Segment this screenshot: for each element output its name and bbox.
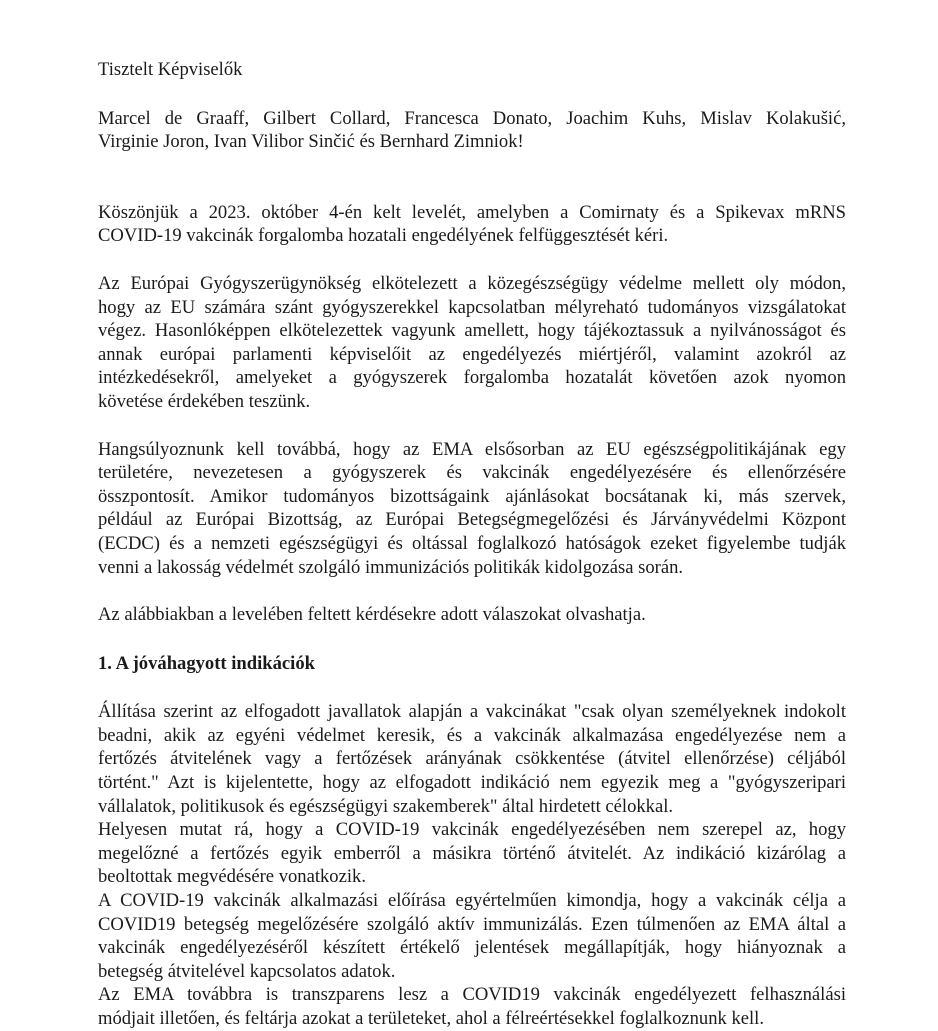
paragraph-ema-focus (98, 438, 846, 580)
section-heading: 1. A jóváhagyott indikációk (98, 652, 315, 674)
paragraph-line: Az EMA továbbra is transzparens lesz a COVID19 vakcinák engedélyezett felhasználási (98, 984, 846, 1006)
paragraph-line: (ECDC) és a nemzeti egészségügyi és oltással foglalkozó hatóságok ezeket figyelembe tudják (98, 532, 846, 554)
letter-page (98, 58, 846, 1031)
paragraph-line: megelőzné a fertőzés egyik emberről a másikra történő átvitelét. Az indikáció kizárólag a (98, 842, 846, 864)
paragraph-line: követése érdekében teszünk. (98, 390, 311, 412)
paragraph-line: fertőzés átvitelének vagy a fertőzések arányának csökkentése (átvitel ellenőrzése) céljából (98, 748, 846, 770)
paragraph-line: Köszönjük a 2023. október 4-én kelt levelét, amelyben a Comirnaty és a Spikevax mRNS (98, 201, 846, 223)
paragraph-line: vállalatok, politikusok és egészségügyi szakemberek" által hirdetett célokkal. (98, 795, 674, 817)
paragraph-line: COVID-19 vakcinák forgalomba hozatali engedélyének felfüggesztését kéri. (98, 225, 669, 247)
paragraph-line: Az alábbiakban a levelében feltett kérdésekre adott válaszokat olvashatja. (98, 604, 646, 626)
paragraph-line: A COVID-19 vakcinák alkalmazási előírása egyértelműen kimondja, hogy a vakcinák célja a (98, 890, 846, 912)
paragraph-transmission (98, 818, 846, 889)
salutation: Tisztelt Képviselők (98, 59, 243, 80)
paragraph-line: történt." Azt is kijelentette, hogy az elfogadott indikáció nem egyezik meg a "gyógyszeripari (98, 772, 846, 794)
paragraph-line: annak európai parlamenti képviselőit az engedélyezés miértjéről, valamint azokról az (98, 343, 846, 365)
addressee-line: Virginie Joron, Ivan Vilibor Sinčić és Bernhard Zimniok! (98, 131, 524, 153)
paragraph-line: beoltottak megvédésére vonatkozik. (98, 866, 366, 888)
addressee-line: Marcel de Graaff, Gilbert Collard, Francesca Donato, Joachim Kuhs, Mislav Kolakušić, (98, 107, 846, 129)
paragraph-line: vakcinák engedélyezéséről készített értékelő jelentések megállapítják, hogy hiányoznak a (98, 937, 846, 959)
paragraph-smpc (98, 889, 846, 983)
paragraph-line: módjait illetően, és feltárja azokat a területeket, ahol a félreértésekkel foglalkoznunk kell. (98, 1008, 764, 1029)
paragraph-line: végez. Hasonlóképpen elkötelezettek vagyunk amellett, hogy tájékoztassuk a nyilvánosságot és (98, 320, 846, 342)
paragraph-line: Az Európai Gyógyszerügynökség elkötelezett a közegészségügy védelme mellett oly módon, (98, 272, 846, 294)
paragraph-intro-answers (98, 603, 846, 627)
paragraph-transparency (98, 983, 846, 1030)
paragraph-line: Helyesen mutat rá, hogy a COVID-19 vakcinák engedélyezésében nem szerepel az, hogy (98, 819, 846, 841)
paragraph-line: Hangsúlyoznunk kell továbbá, hogy az EMA elsősorban az EU egészségpolitikájának egy (98, 438, 846, 460)
paragraph-line: intézkedésekről, amelyeket a gyógyszerek forgalomba hozatalát követően azok nyomon (98, 367, 846, 389)
paragraph-line: beadni, akik az egyéni védelmet keresik, és a vakcinák alkalmazása engedélyezése nem a (98, 724, 846, 746)
paragraph-indications-claim (98, 700, 846, 818)
paragraph-line: összpontosít. Amikor tudományos bizottságaink ajánlásokat bocsátanak ki, más szervek, (98, 485, 846, 507)
paragraph-line: hogy az EU számára szánt gyógyszerekkel kapcsolatban mélyreható tudományos vizsgálatokat (98, 296, 846, 318)
paragraph-line: például az Európai Bizottság, az Európai Betegségmegelőzési és Járványvédelmi Központ (98, 509, 846, 531)
paragraph-commitment (98, 272, 846, 414)
paragraph-line: Állítása szerint az elfogadott javallatok alapján a vakcinákat "csak olyan személyeknek indokolt (98, 701, 846, 723)
paragraph-thanks (98, 201, 846, 248)
paragraph-line: területére, nevezetesen a gyógyszerek és vakcinák engedélyezésére és ellenőrzésére (98, 462, 846, 484)
paragraph-line: betegség átvitelével kapcsolatos adatok. (98, 960, 396, 982)
paragraph-line: COVID19 betegség megelőzésére szolgáló aktív immunizálás. Ezen túlmenően az EMA által a (98, 913, 846, 935)
paragraph-line: venni a lakosság védelmét szolgáló immunizációs politikák kidolgozása során. (98, 556, 684, 578)
addressee-list (98, 107, 846, 154)
